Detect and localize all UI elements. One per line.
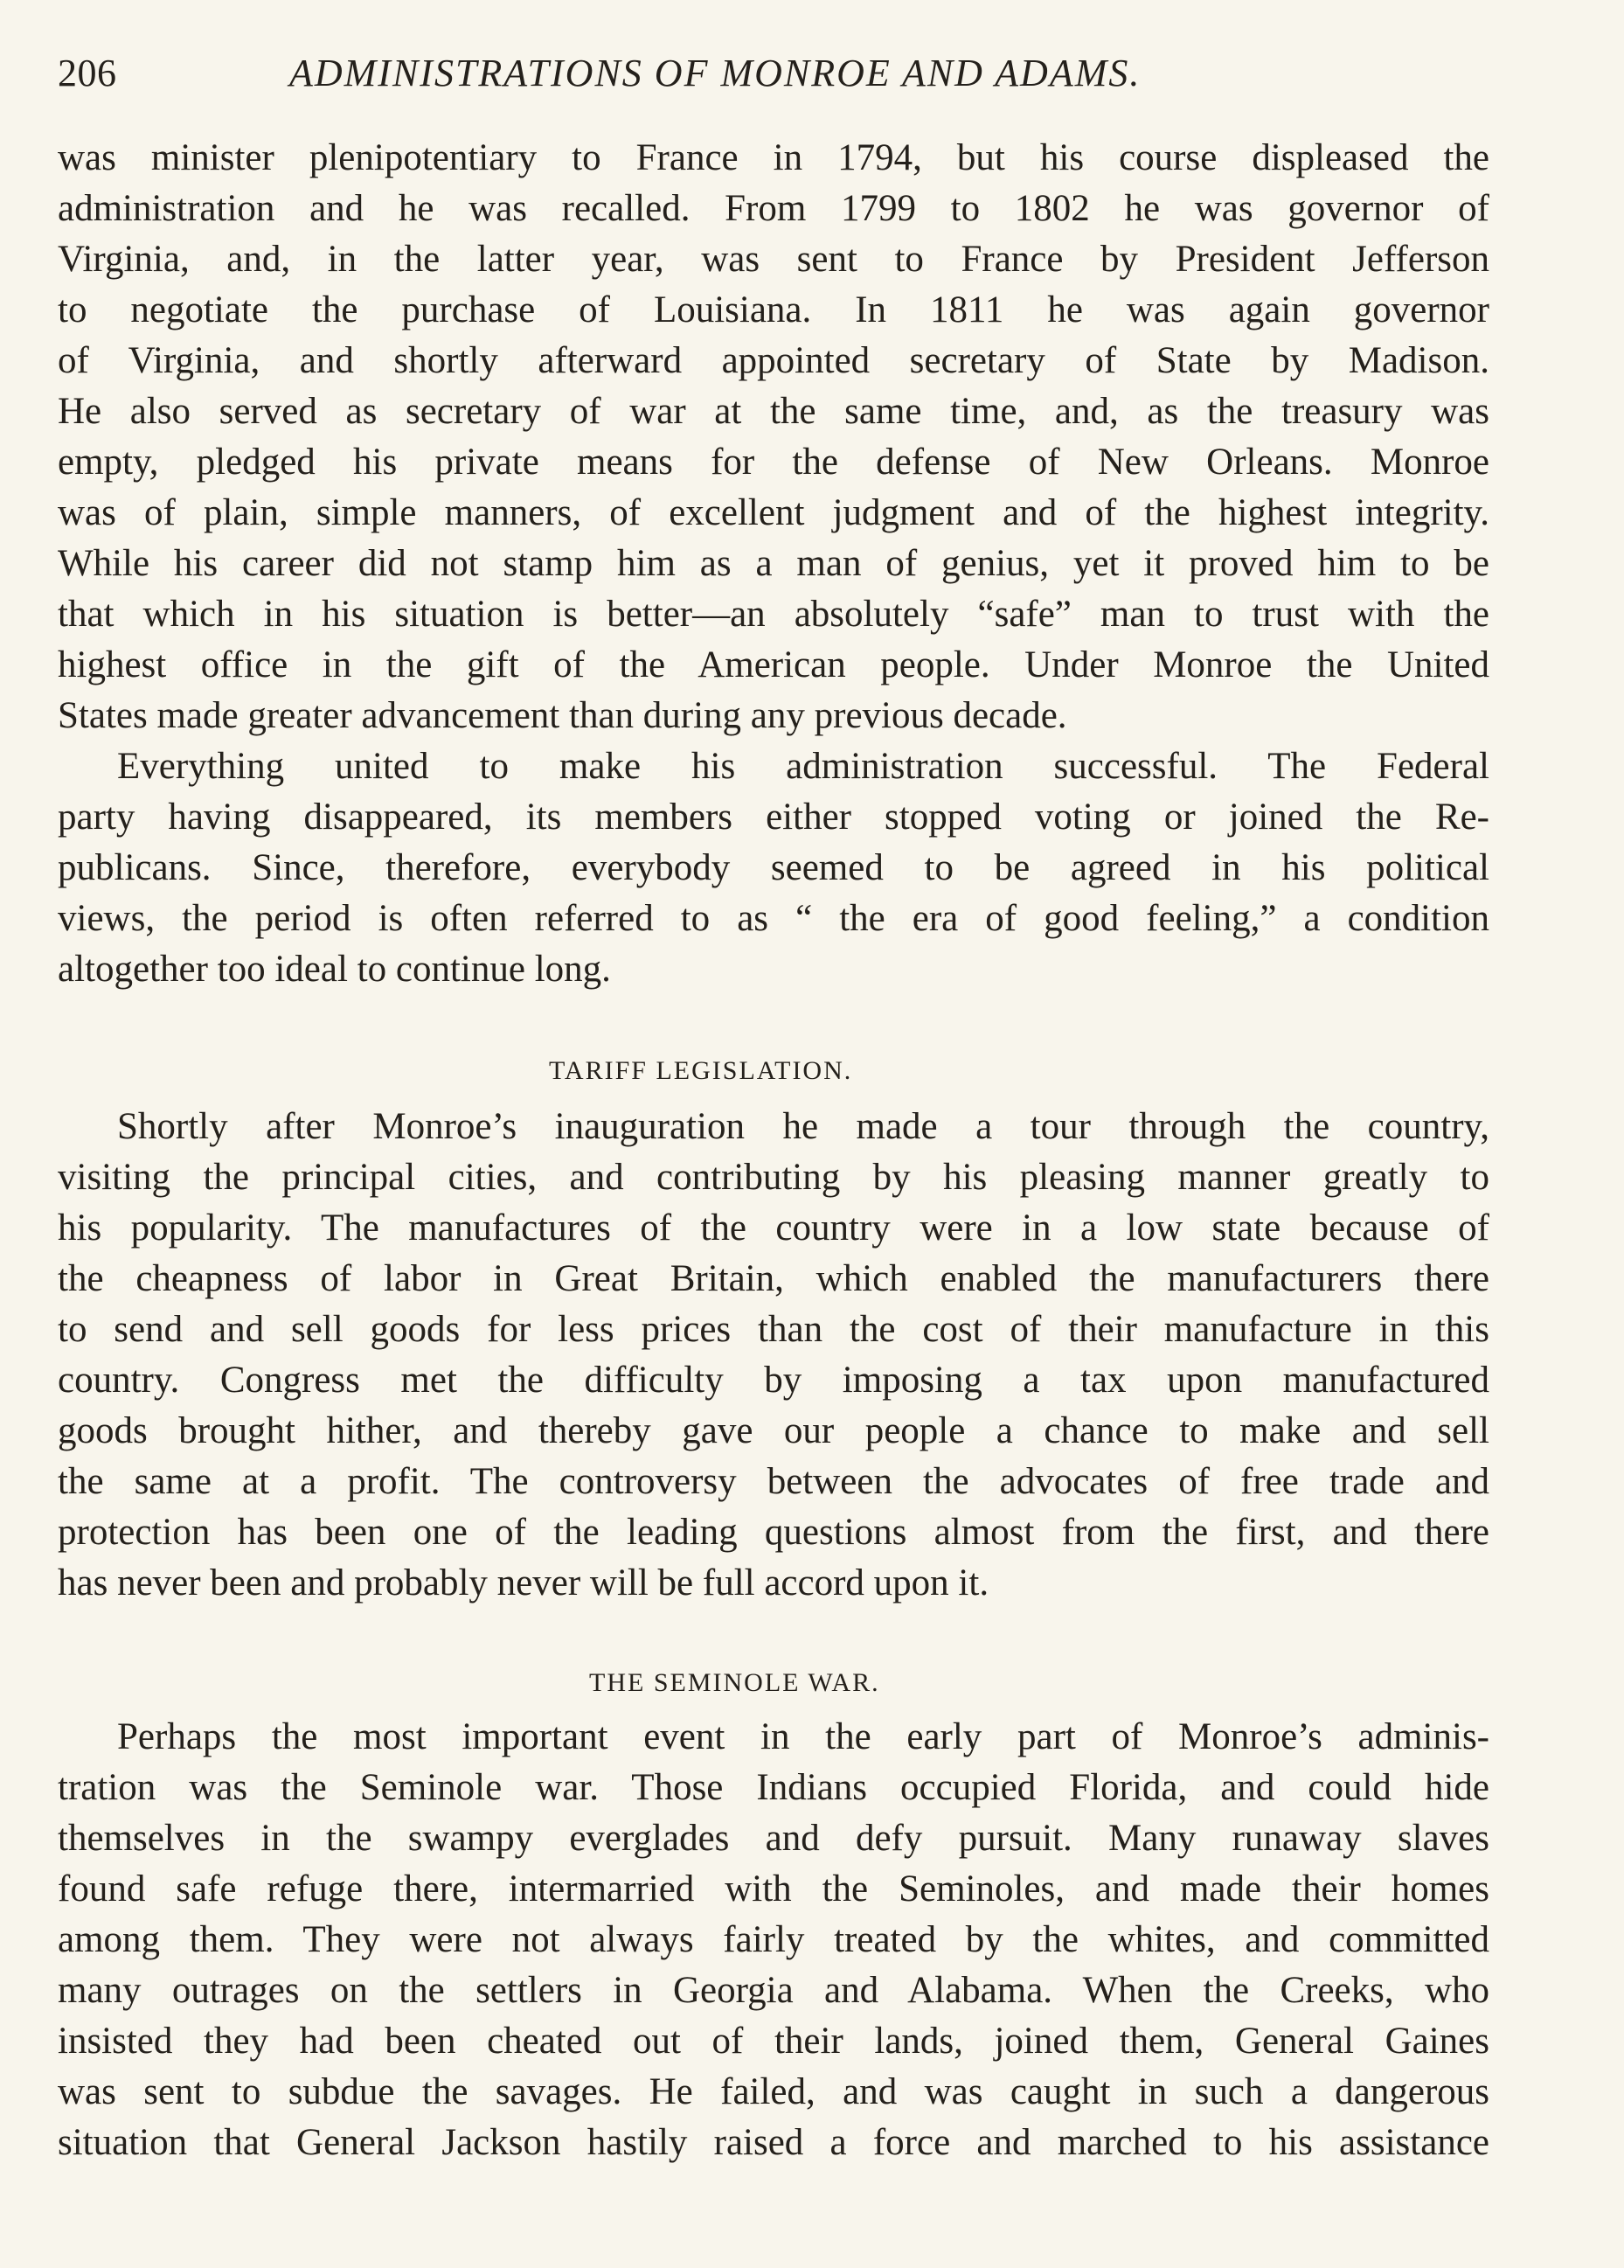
text-line: He also served as secretary of war at the same time, and, as the treasury was [58,391,1489,432]
text-line: Perhaps the most important event in the early part of Monroe’s adminis- [117,1716,1489,1757]
text-line: empty, pledged his private means for the defense of New Orleans. Monroe [58,442,1489,483]
text-line: highest office in the gift of the American people. Under Monroe the United [58,644,1489,685]
text-line: has never been and probably never will be full accord upon it. [58,1562,989,1604]
text-line: tration was the Seminole war. Those Indians occupied Florida, and could hide [58,1767,1489,1808]
text-line: among them. They were not always fairly treated by the whites, and committed [58,1919,1489,1960]
text-line: the same at a profit. The controversy between the advocates of free trade and [58,1461,1489,1502]
running-head [58,51,1491,103]
text-line: publicans. Since, therefore, everybody seemed to be agreed in his political [58,847,1489,888]
text-line: goods brought hither, and thereby gave our people a chance to make and sell [58,1410,1489,1451]
section-heading-tariff: TARIFF LEGISLATION. [549,1056,853,1085]
text-line: party having disappeared, its members either stopped voting or joined the Re- [58,797,1489,838]
text-line: While his career did not stamp him as a man of genius, yet it proved him to be [58,543,1489,584]
text-line: to negotiate the purchase of Louisiana. In 1811 he was again governor [58,289,1489,330]
text-line: administration and he was recalled. From 1799 to 1802 he was governor of [58,188,1489,229]
text-line: to send and sell goods for less prices than the cost of their manufacture in this [58,1309,1489,1350]
text-line: of Virginia, and shortly afterward appointed secretary of State by Madison. [58,340,1489,381]
text-line: was minister plenipotentiary to France in 1794, but his course displeased the [58,137,1489,178]
section-heading-seminole: THE SEMINOLE WAR. [589,1668,880,1697]
text-line: insisted they had been cheated out of their lands, joined them, General Gaines [58,2021,1489,2062]
text-line: Virginia, and, in the latter year, was sent to France by President Jefferson [58,239,1489,280]
text-line: many outrages on the settlers in Georgia and Alabama. When the Creeks, who [58,1970,1489,2011]
text-line: visiting the principal cities, and contributing by his pleasing manner greatly to [58,1157,1489,1198]
text-line: situation that General Jackson hastily raised a force and marched to his assistance [58,2122,1489,2163]
text-line: views, the period is often referred to as “ the era of good feeling,” a condition [58,898,1489,939]
text-line: States made greater advancement than during any previous decade. [58,695,1067,736]
text-line: themselves in the swampy everglades and defy pursuit. Many runaway slaves [58,1818,1489,1859]
text-line: country. Congress met the difficulty by imposing a tax upon manufactured [58,1360,1489,1401]
text-line: protection has been one of the leading questions almost from the first, and there [58,1512,1489,1553]
text-line: was of plain, simple manners, of excellent judgment and of the highest integrity. [58,492,1489,533]
text-line: found safe refuge there, intermarried with the Seminoles, and made their homes [58,1868,1489,1910]
text-line: the cheapness of labor in Great Britain, which enabled the manufacturers there [58,1258,1489,1299]
page-number: 206 [58,52,117,94]
text-line: altogether too ideal to continue long. [58,949,611,990]
text-line: was sent to subdue the savages. He failed, and was caught in such a dangerous [58,2071,1489,2112]
text-line: that which in his situation is better—an absolutely “safe” man to trust with the [58,594,1489,635]
running-title: ADMINISTRATIONS OF MONROE AND ADAMS. [289,52,1142,94]
text-line: Shortly after Monroe’s inauguration he made a tour through the country, [117,1106,1489,1147]
text-line: Everything united to make his administration successful. The Federal [117,746,1489,787]
text-line: his popularity. The manufactures of the country were in a low state because of [58,1207,1489,1249]
